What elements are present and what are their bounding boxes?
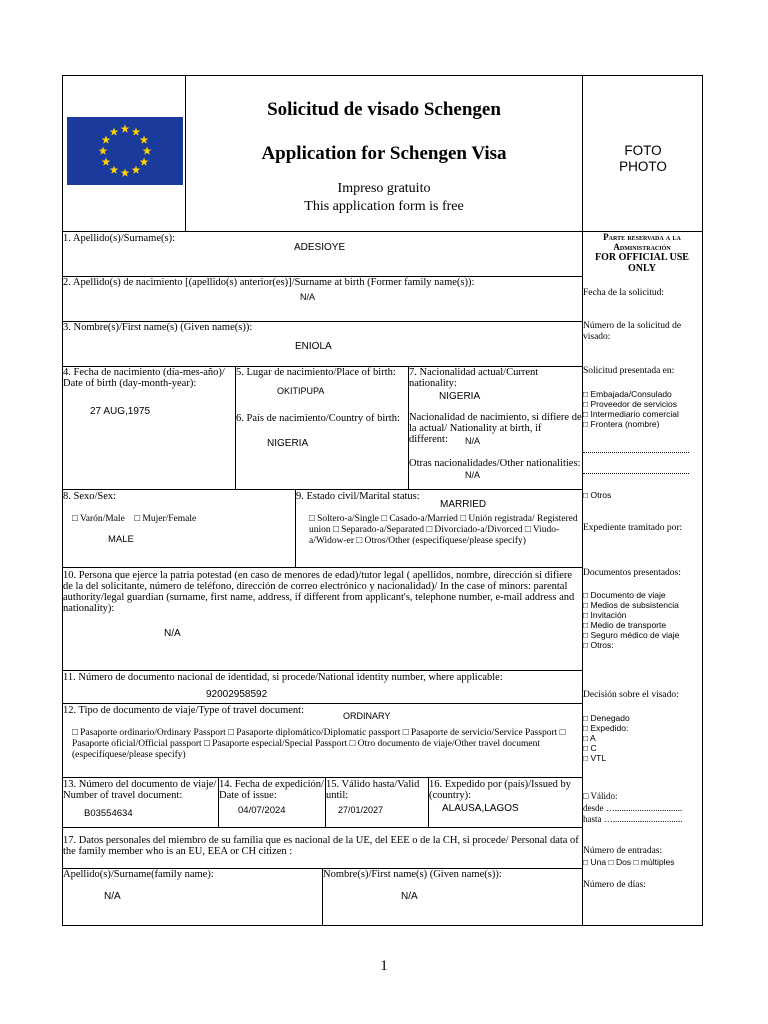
travel-document-number-label: 13. Número del documento de viaje/ Number of travel document: <box>63 779 217 801</box>
sex-field[interactable]: MALE <box>108 534 134 545</box>
country-of-birth-label: 6. País de nacimiento/Country of birth: <box>236 413 400 424</box>
marital-status-options[interactable]: □ Soltero-a/Single □ Casado-a/Married □ Unión registrada/ Registered union □ Separado-a/Separated □ Divorciado-a/Divorced □ Viudo-a/Widow-er □ Otros/Other (especifíquese/please specify) <box>309 514 578 546</box>
travel-document-number-field[interactable]: B03554634 <box>84 808 133 819</box>
place-of-birth-label: 5. Lugar de nacimiento/Place of birth: <box>236 367 396 378</box>
divider <box>62 777 583 778</box>
valid-until-label: 15. Válido hasta/Valid until: <box>326 779 420 801</box>
official-heading-1: Parte reservada a la <box>603 232 681 242</box>
national-id-field[interactable]: 92002958592 <box>206 689 268 700</box>
submitted-at-options: □ Embajada/Consulado □ Proveedor de servicios □ Intermediario comercial □ Frontera (nombre) <box>583 389 679 429</box>
date-of-birth-label: 4. Fecha de nacimiento (día-mes-año)/ Date of birth (day-month-year): <box>63 367 225 389</box>
country-of-birth-field[interactable]: NIGERIA <box>267 438 309 449</box>
sex-options[interactable]: □ Varón/Male □ Mujer/Female <box>72 514 197 524</box>
divider <box>62 670 583 671</box>
nationality-at-birth-label: Nacionalidad de nacimiento, si difiere de la actual/ Nationality at birth, if different: <box>409 412 582 445</box>
other-nationalities-field[interactable]: N/A <box>465 470 481 480</box>
guardian-field[interactable]: N/A <box>164 628 181 639</box>
decision-label: Decisión sobre el visado: <box>583 690 679 700</box>
surname-at-birth-label: 2. Apellido(s) de nacimiento [(apellido(s) anterior(es)]/Surname at birth (Former family name(s)): <box>63 277 475 288</box>
surname-at-birth-field[interactable]: N/A <box>300 292 316 302</box>
documents-options: □ Documento de viaje □ Medios de subsistencia □ Invitación □ Medio de transporte □ Seguro médico de viaje □ Otros: <box>583 590 680 650</box>
issued-by-field[interactable]: ALAUSA,LAGOS <box>442 803 519 814</box>
first-name-label: 3. Nombre(s)/First name(s) (Given name(s)): <box>63 322 253 333</box>
entries-options: □ Una □ Dos □ múltiples <box>583 857 675 867</box>
page-number: 1 <box>380 958 388 974</box>
eu-flag-icon <box>67 117 183 185</box>
travel-document-type-options[interactable]: □ Pasaporte ordinario/Ordinary Passport □ Pasaporte diplomático/Diplomatic passport □ Pasaporte de servicio/Service Passport □ Pasaporte oficial/Official passport □ Pasaporte especial/Special Passport □ Otro documento de viaje/Other travel document (especifíquese/please specify) <box>72 728 566 760</box>
entries-label: Número de entradas: <box>583 846 663 856</box>
other-nationalities-label: Otras nacionalidades/Other nationalities: <box>409 458 581 469</box>
travel-document-type-label: 12. Tipo de documento de viaje/Type of travel document: <box>63 705 305 716</box>
blank-line <box>583 452 689 453</box>
family-first-name-label: Nombre(s)/First name(s) (Given name(s)): <box>323 869 502 880</box>
family-member-label: 17. Datos personales del miembro de su familia que es nacional de la UE, del EEE o de la CH, si procede/ Personal data of the family member who is an EU, EEA or CH citizen : <box>63 835 579 857</box>
nationality-label: 7. Nacionalidad actual/Current nationality: <box>409 367 539 389</box>
surname-field[interactable]: ADESIOYE <box>294 242 346 253</box>
family-surname-label: Apellido(s)/Surname(family name): <box>63 869 214 880</box>
valid-until-field[interactable]: 27/01/2027 <box>338 805 384 815</box>
valid-label: □ Válido: <box>583 791 618 801</box>
application-number-label: Número de la solicitud de visado: <box>583 321 682 342</box>
first-name-field[interactable]: ENIOLA <box>295 341 332 352</box>
divider <box>62 827 583 828</box>
free-es: Impreso gratuito <box>337 181 431 196</box>
official-heading-3: FOR OFFICIAL USE <box>595 252 689 263</box>
divider <box>62 703 583 704</box>
date-of-birth-field[interactable]: 27 AUG,1975 <box>90 406 151 417</box>
title-en: Application for Schengen Visa <box>261 143 507 164</box>
other-option: □ Otros <box>583 490 612 500</box>
photo-box-label-en: PHOTO <box>619 159 667 174</box>
date-of-issue-field[interactable]: 04/07/2024 <box>238 805 286 816</box>
valid-to: hasta …............................... <box>583 814 683 824</box>
nationality-field[interactable]: NIGERIA <box>439 391 481 402</box>
application-date-label: Fecha de la solicitud: <box>583 288 664 298</box>
days-label: Número de días: <box>583 880 646 890</box>
family-first-name-field[interactable]: N/A <box>401 891 418 902</box>
guardian-label: 10. Persona que ejerce la patria potestad (en caso de menores de edad)/tutor legal ( apellidos, nombre, dirección si difiere de la del solicitante, número de teléfono, dirección de correo electrónico y nacionalidad)/ In the case of minors: parental authority/legal guardian (surname, first name, address, if different from applicant's, telephone number, e-mail address and nationality): <box>63 570 575 614</box>
documents-label: Documentos presentados: <box>583 568 681 578</box>
submitted-at-label: Solicitud presentada en: <box>583 366 675 376</box>
valid-from: desde ….............................. <box>583 803 683 813</box>
blank-line <box>583 473 689 474</box>
title-es: Solicitud de visado Schengen <box>267 99 501 120</box>
divider <box>235 366 236 489</box>
processed-by-label: Expediente tramitado por: <box>583 523 683 533</box>
place-of-birth-field[interactable]: OKITIPUPA <box>277 386 325 396</box>
decision-options: □ Denegado □ Expedido: □ A □ C □ VTL <box>583 713 630 763</box>
free-en: This application form is free <box>304 199 464 214</box>
official-heading-2: Administración <box>613 242 671 252</box>
date-of-issue-label: 14. Fecha de expedición/ Date of issue: <box>219 779 324 801</box>
family-surname-field[interactable]: N/A <box>104 891 121 902</box>
sex-label: 8. Sexo/Sex: <box>63 491 117 502</box>
issued-by-label: 16. Expedido por (país)/Issued by (country): <box>429 779 572 801</box>
divider <box>62 489 583 490</box>
official-heading-4: ONLY <box>628 263 656 274</box>
nationality-at-birth-field[interactable]: N/A <box>465 436 481 446</box>
travel-document-type-field[interactable]: ORDINARY <box>343 711 391 721</box>
surname-label: 1. Apellido(s)/Surname(s): <box>63 233 175 244</box>
marital-status-field[interactable]: MARRIED <box>440 499 487 510</box>
national-id-label: 11. Número de documento nacional de identidad, si procede/National identity number, where applicable: <box>63 672 503 683</box>
marital-status-label: 9. Estado civil/Marital status: <box>296 491 420 502</box>
divider <box>62 567 583 568</box>
photo-box-label-es: FOTO <box>624 143 662 158</box>
